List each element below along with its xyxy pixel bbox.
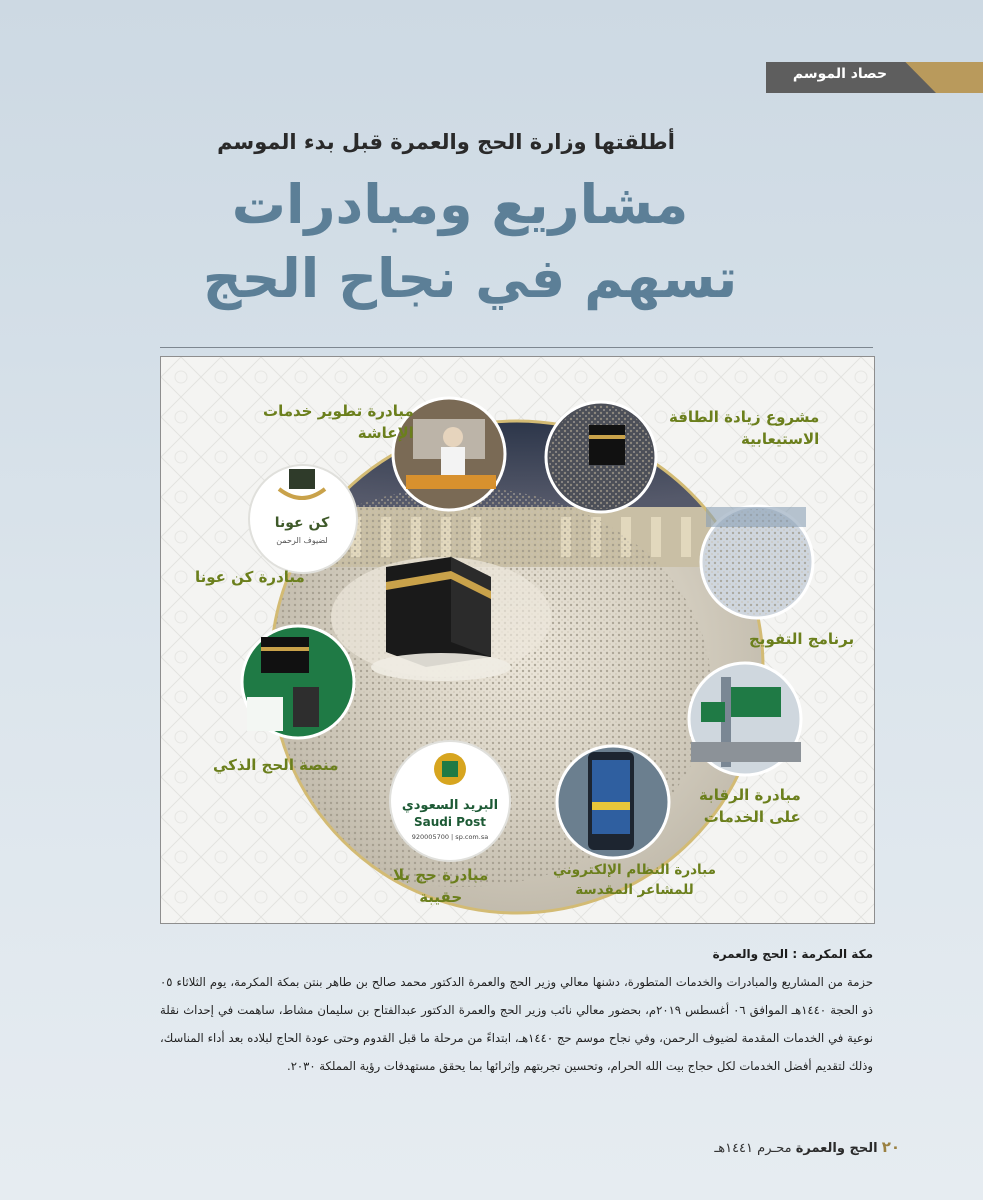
- label-tafweej: برنامج التفويج: [749, 630, 855, 648]
- title-divider: [160, 347, 873, 348]
- label-catering-line1: مبادرة تطوير خدمات: [263, 402, 414, 420]
- initiatives-infographic: [160, 356, 875, 924]
- kun-awna-logo-title: كن عونا: [274, 515, 330, 531]
- saudi-post-logo-english: Saudi Post: [413, 815, 487, 829]
- article-body: [160, 968, 873, 1080]
- article-byline: مكة المكرمة : الحج والعمرة: [712, 947, 873, 961]
- label-kun-awna: مبادرة كن عونا: [195, 568, 305, 586]
- label-e-system: [553, 861, 716, 900]
- label-no-bag-line2: حقيبة: [419, 887, 463, 906]
- label-smart-platform: منصة الحج الذكي: [213, 756, 339, 774]
- tafweej-photo: [701, 506, 813, 618]
- label-no-bag-line1: مبادرة حج بلا: [393, 866, 489, 884]
- kun-awna-logo: [249, 465, 357, 573]
- label-monitoring-line2: على الخدمات: [703, 807, 801, 826]
- section-tab-label: حصاد الموسم: [792, 66, 888, 82]
- article-title-line1: مشاريع ومبادرات: [231, 173, 689, 236]
- label-e-system-line1: مبادرة النظام الإلكتروني: [553, 862, 716, 878]
- page-number: ٢٠: [881, 1138, 900, 1156]
- article-kicker: أطلقتها وزارة الحج والعمرة قبل بدء الموسم: [217, 130, 675, 154]
- saudi-post-logo-contact: 920005700 | sp.com.sa: [411, 833, 489, 841]
- smart-platform-photo: [242, 626, 354, 738]
- magazine-name: الحج والعمرة: [795, 1141, 878, 1156]
- article-paragraph: حزمة من المشاريع والمبادرات والخدمات المتطورة، دشنها معالي وزير الحج والعمرة الدكتور محمد صالح بن طاهر بنتن بمكة المكرمة، يوم الثلاثاء ٠٥ ذو الحجة ١٤٤٠هـ الموافق ٠٦ أغسطس ٢٠١٩م، بحضور معالي نائب وزير الحج والعمرة الدكتور عبدالفتاح بن سليمان مشاط، ساهمت في إحداث نقلة نوعية في الخدمات المقدمة لضيوف الرحمن، وفي نجاح موسم حج ١٤٤٠هـ، ابتداءً من مرحلة ما قبل القدوم وحتى عودة الحاج لبلاده بعد أداء المناسك، وذلك لتقديم أفضل الخدمات لكل حجاج بيت الله الحرام، وتحسين تجربتهم وإثرائها بما يحقق مستهدفات رؤية المملكة ٢٠٣٠.: [160, 975, 873, 1073]
- label-monitoring: [699, 785, 801, 829]
- label-no-bag: [393, 865, 488, 909]
- label-capacity-line1: مشروع زيادة الطاقة: [669, 408, 820, 426]
- issue-date: محـرم ١٤٤١هـ: [714, 1141, 792, 1156]
- section-tab: [766, 62, 983, 93]
- kun-awna-logo-subtitle: لضيوف الرحمن: [276, 536, 328, 545]
- label-catering-line2: الإعاشة: [357, 423, 414, 442]
- page-footer: [700, 1138, 900, 1156]
- label-e-system-line2: للمشاعر المقدسة: [575, 881, 694, 898]
- label-monitoring-line1: مبادرة الرقابة: [699, 786, 801, 804]
- label-catering-initiative: [263, 401, 414, 445]
- label-capacity-line2: الاستيعابية: [741, 429, 820, 448]
- e-system-photo: [557, 746, 669, 858]
- saudi-post-logo-arabic: البريد السعودي: [401, 798, 499, 813]
- saudi-post-logo: [390, 741, 510, 861]
- label-capacity-project: [669, 407, 819, 451]
- capacity-photo: [546, 402, 656, 512]
- monitoring-photo: [689, 663, 801, 775]
- article-title-line2: تسهم في نجاح الحج: [202, 247, 738, 310]
